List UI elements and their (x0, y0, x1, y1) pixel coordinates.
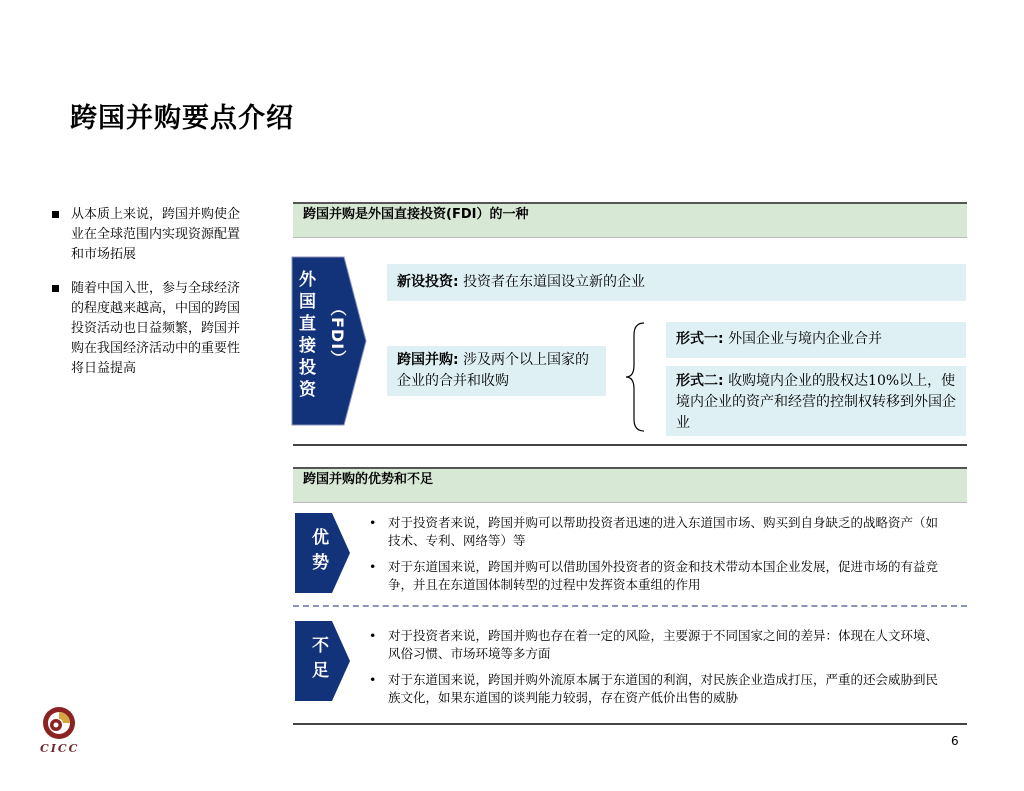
curly-brace-icon (622, 321, 652, 433)
greenfield-text: 投资者在东道国设立新的企业 (463, 274, 646, 290)
page-number: 6 (951, 734, 959, 748)
ma-label: 跨国并购: (397, 352, 459, 368)
square-bullet-icon (52, 211, 59, 218)
fdi-label: 外国直接投资 (295, 270, 315, 402)
ma-box (387, 346, 606, 396)
page-title: 跨国并购要点介绍 (70, 103, 294, 134)
advantage-list (366, 514, 946, 602)
list-item: • 对于东道国来说，跨国并购可以借助国外投资者的资金和技术带动本国企业发展，促进市场的有益竞争，并且在东道国体制转型的过程中发挥资本重组的作用 (369, 559, 939, 592)
disadvantage-label: 不足 (308, 636, 328, 686)
cicc-logo-icon (41, 705, 77, 741)
form1-box (666, 322, 966, 358)
cicc-logo-text: CICC (40, 742, 80, 755)
left-bullet-list (52, 205, 252, 393)
section2-bottom-rule (293, 723, 967, 725)
greenfield-box (387, 264, 966, 301)
form2-label: 形式二: (676, 373, 724, 389)
list-item: 随着中国入世，参与全球经济的程度越来越高，中国的跨国投资活动也日益频繁，跨国并购在我国经济活动中的重要性将日益提高 (52, 279, 252, 379)
section2-divider (293, 605, 967, 607)
list-item: • 对于投资者来说，跨国并购也存在着一定的风险，主要源于不同国家之间的差异：体现在人文环境、风俗习惯、市场环境等多方面 (369, 628, 939, 661)
form1-label: 形式一: (676, 331, 724, 347)
ma-text: 涉及两个以上国家的企业的合并和收购 (397, 352, 590, 389)
section1-bottom-rule (293, 444, 967, 446)
square-bullet-icon (52, 285, 59, 292)
section1-header: 跨国并购是外国直接投资(FDI）的一种 (293, 202, 967, 238)
list-item: 从本质上来说，跨国并购使企业在全球范围内实现资源配置和市场拓展 (52, 205, 252, 265)
greenfield-label: 新设投资: (397, 274, 459, 290)
list-item: • 对于投资者来说，跨国并购可以帮助投资者迅速的进入东道国市场、购买到自身缺乏的战略资产（如技术、专利、网络等）等 (369, 515, 939, 548)
list-item: • 对于东道国来说，跨国并购外流原本属于东道国的利润，对民族企业造成打压，严重的还会威胁到民族文化，如果东道国的谈判能力较弱，存在资产低价出售的威胁 (369, 672, 939, 705)
section2-header: 跨国并购的优势和不足 (293, 467, 967, 503)
disadvantage-list (366, 627, 946, 715)
form1-text: 外国企业与境内企业合并 (728, 331, 883, 347)
form2-box (666, 366, 966, 436)
advantage-label: 优势 (308, 528, 328, 578)
fdi-abbr-label: （FDI） (328, 300, 347, 368)
form2-text: 收购境内企业的股权达10%以上，使境内企业的资产和经营的控制权转移到外国企业 (676, 373, 956, 431)
